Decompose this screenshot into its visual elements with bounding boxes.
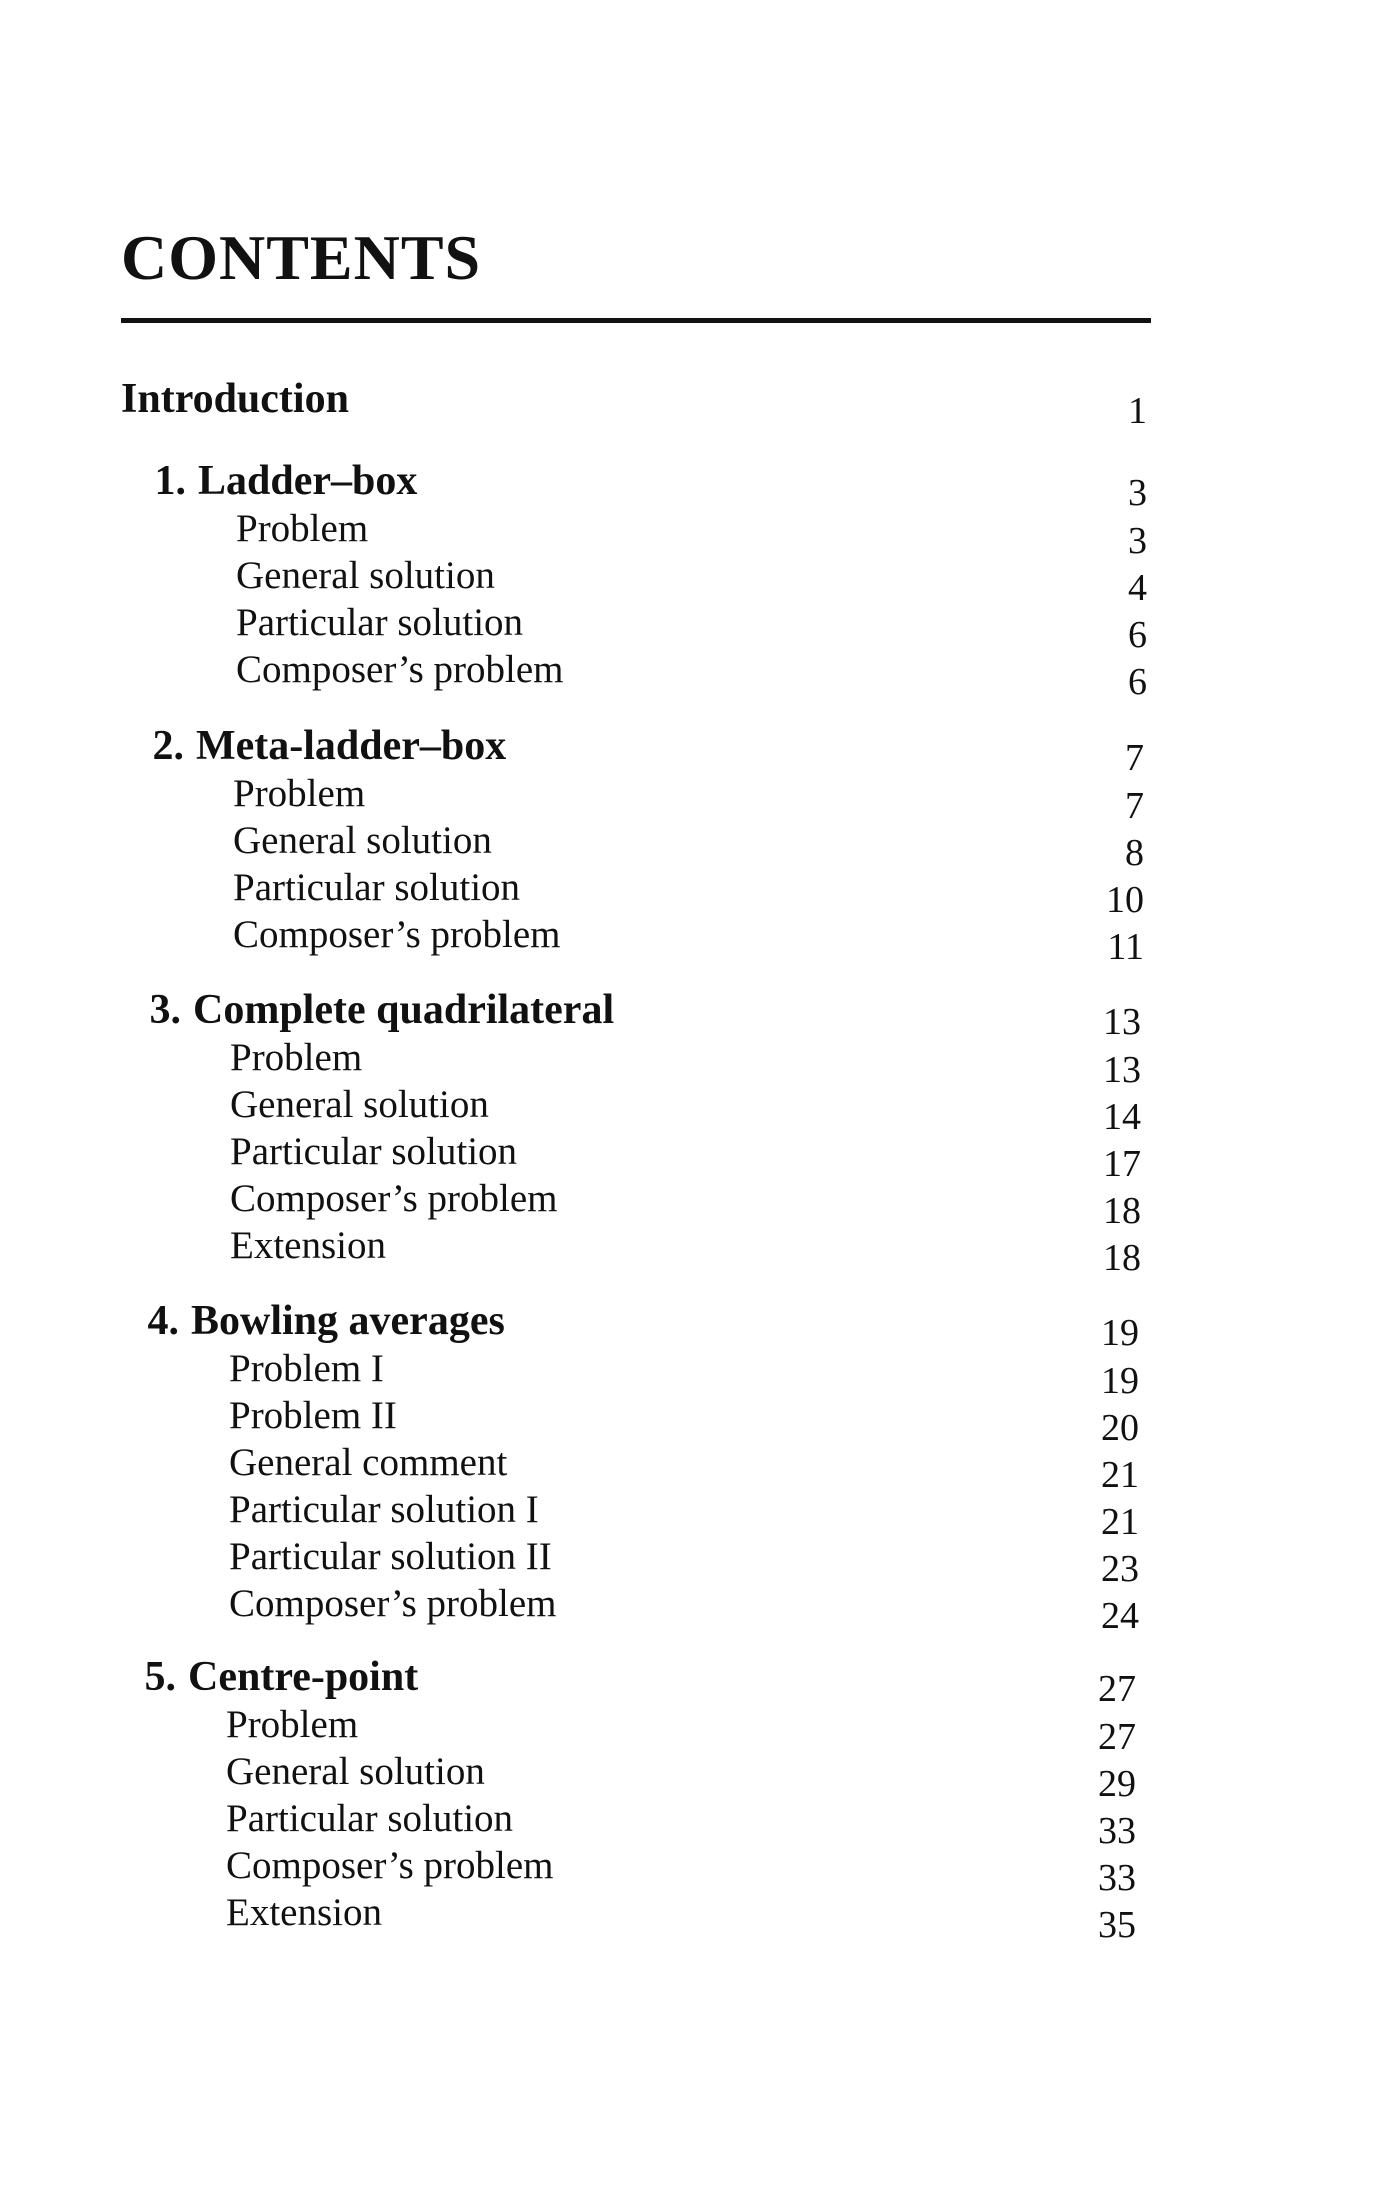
section-label: Problem — [236, 507, 369, 550]
toc-page-number: 13 — [1103, 1049, 1141, 1091]
toc-page-number: 18 — [1103, 1237, 1141, 1279]
section-label: General comment — [229, 1441, 508, 1484]
toc-page-number: 10 — [1106, 879, 1144, 921]
section-label: Problem II — [229, 1394, 397, 1437]
section-label: Particular solution II — [229, 1535, 552, 1578]
toc-page-number: 19 — [1101, 1360, 1139, 1402]
toc-section-item[interactable] — [226, 1841, 1136, 1899]
toc-section-item[interactable] — [229, 1532, 1139, 1590]
toc-introduction[interactable] — [121, 374, 1147, 432]
chapter-number: 4. — [147, 1298, 179, 1344]
toc-chapter-1[interactable] — [142, 456, 1147, 514]
section-label: Problem — [226, 1703, 359, 1746]
toc-section-item[interactable] — [233, 863, 1144, 921]
chapter-title: Meta-ladder–box — [196, 723, 507, 769]
chapter-number: 3. — [149, 987, 181, 1033]
toc-section-item[interactable] — [229, 1579, 1139, 1637]
toc-page-number: 21 — [1101, 1501, 1139, 1543]
toc-page-number: 6 — [1128, 661, 1147, 703]
toc-page-number: 7 — [1125, 785, 1144, 827]
toc-page-number: 33 — [1098, 1857, 1136, 1899]
toc-section-item[interactable] — [229, 1485, 1139, 1543]
toc-section-item[interactable] — [230, 1174, 1141, 1232]
toc-page-number: 18 — [1103, 1190, 1141, 1232]
toc-section-item[interactable] — [226, 1747, 1136, 1805]
section-label: Particular solution — [230, 1130, 518, 1173]
toc-page-number: 33 — [1098, 1810, 1136, 1852]
toc-section-item[interactable] — [236, 551, 1147, 609]
section-label: Composer’s problem — [236, 648, 564, 691]
page-title: CONTENTS — [121, 222, 482, 293]
toc-page-number: 23 — [1101, 1548, 1139, 1590]
section-label: Composer’s problem — [229, 1582, 557, 1625]
chapter-title: Complete quadrilateral — [193, 987, 615, 1033]
toc-section-item[interactable] — [230, 1080, 1141, 1138]
toc-page-number: 24 — [1101, 1595, 1139, 1637]
chapter-number: 1. — [154, 458, 186, 504]
section-label: Particular solution — [226, 1797, 514, 1840]
toc-section-item[interactable] — [229, 1438, 1139, 1496]
toc-chapter-2[interactable] — [140, 721, 1144, 779]
section-label: Extension — [226, 1891, 382, 1934]
toc-page-number: 1 — [1128, 390, 1147, 432]
toc-page-number: 3 — [1128, 472, 1147, 514]
toc-chapter-3[interactable] — [137, 985, 1141, 1043]
chapter-number: 2. — [152, 723, 184, 769]
toc-chapter-5[interactable] — [132, 1652, 1136, 1710]
section-label: Particular solution — [236, 601, 524, 644]
toc-page-number: 27 — [1098, 1668, 1136, 1710]
chapter-title: Ladder–box — [198, 458, 418, 504]
toc-entry-label: Introduction — [121, 376, 349, 422]
section-label: Problem — [233, 772, 366, 815]
toc-section-item[interactable] — [233, 816, 1144, 874]
section-label: Problem I — [229, 1347, 384, 1390]
toc-section-item[interactable] — [226, 1700, 1136, 1758]
section-label: General solution — [226, 1750, 485, 1793]
toc-section-item[interactable] — [236, 645, 1147, 703]
section-label: General solution — [230, 1083, 489, 1126]
toc-page-number: 6 — [1128, 614, 1147, 656]
toc-page-number: 27 — [1098, 1716, 1136, 1758]
chapter-number: 5. — [144, 1654, 176, 1700]
section-label: Composer’s problem — [226, 1844, 554, 1887]
toc-section-item[interactable] — [229, 1391, 1139, 1449]
chapter-title: Centre-point — [188, 1654, 419, 1700]
toc-page-number: 8 — [1125, 832, 1144, 874]
toc-section-item[interactable] — [230, 1221, 1141, 1279]
section-label: Composer’s problem — [233, 913, 561, 956]
toc-chapter-4[interactable] — [135, 1296, 1139, 1354]
toc-page-number: 29 — [1098, 1763, 1136, 1805]
toc-section-item[interactable] — [229, 1344, 1139, 1402]
toc-page-number: 14 — [1103, 1096, 1141, 1138]
section-label: Extension — [230, 1224, 386, 1267]
toc-page-number: 3 — [1128, 520, 1147, 562]
section-label: Problem — [230, 1036, 363, 1079]
toc-page-number: 13 — [1103, 1001, 1141, 1043]
section-label: General solution — [236, 554, 495, 597]
toc-page-number: 35 — [1098, 1904, 1136, 1946]
toc-section-item[interactable] — [236, 504, 1147, 562]
toc-section-item[interactable] — [236, 598, 1147, 656]
toc-page-number: 19 — [1101, 1312, 1139, 1354]
toc-section-item[interactable] — [226, 1888, 1136, 1946]
toc-section-item[interactable] — [233, 910, 1144, 968]
section-label: Particular solution — [233, 866, 521, 909]
toc-section-item[interactable] — [230, 1033, 1141, 1091]
section-label: Particular solution I — [229, 1488, 539, 1531]
toc-page-number: 4 — [1128, 567, 1147, 609]
toc-page-number: 17 — [1103, 1143, 1141, 1185]
toc-section-item[interactable] — [230, 1127, 1141, 1185]
toc-page-number: 11 — [1107, 926, 1144, 968]
toc-section-item[interactable] — [226, 1794, 1136, 1852]
toc-page-number: 20 — [1101, 1407, 1139, 1449]
chapter-title: Bowling averages — [191, 1298, 505, 1344]
toc-page-number: 21 — [1101, 1454, 1139, 1496]
section-label: Composer’s problem — [230, 1177, 558, 1220]
section-label: General solution — [233, 819, 492, 862]
toc-page-number: 7 — [1125, 737, 1144, 779]
toc-section-item[interactable] — [233, 769, 1144, 827]
